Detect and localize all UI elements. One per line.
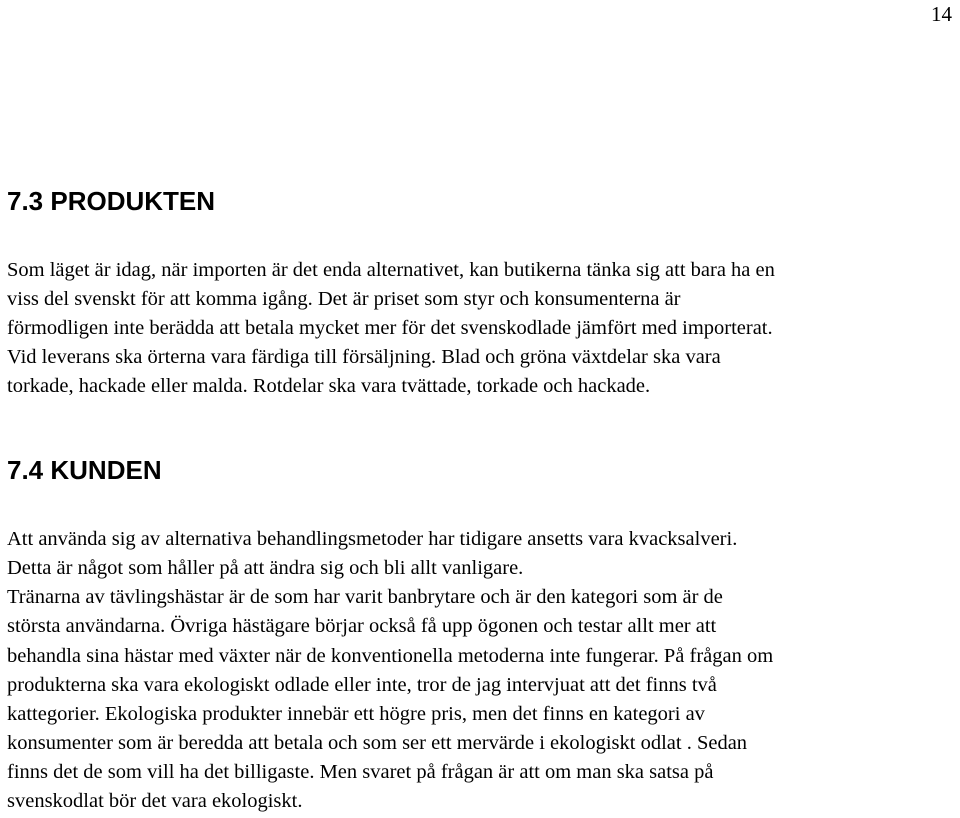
kunden-line-2: Detta är något som håller på att ändra sig och bli allt vanligare. xyxy=(7,557,524,579)
kunden-line-4: största användarna. Övriga hästägare börjar också få upp ögonen och testar allt mer att xyxy=(7,615,717,637)
kunden-line-5: behandla sina hästar med växter när de konventionella metoderna inte fungerar. På frågan om xyxy=(7,645,774,667)
produkten-line-3: förmodligen inte berädda att betala mycket mer för det svenskodlade jämfört med importerat. xyxy=(7,317,773,339)
kunden-line-6: produkterna ska vara ekologiskt odlade eller inte, tror de jag intervjuat att det finns två xyxy=(7,674,717,696)
kunden-line-9: finns det de som vill ha det billigaste. Men svaret på frågan är att om man ska satsa på xyxy=(7,761,714,783)
kunden-line-3: Tränarna av tävlingshästar är de som har varit banbrytare och är den kategori som är de xyxy=(7,586,723,608)
page-number: 14 xyxy=(931,2,952,26)
produkten-line-4: Vid leverans ska örterna vara färdiga till försäljning. Blad och gröna växtdelar ska vara xyxy=(7,346,721,368)
kunden-line-1: Att använda sig av alternativa behandlingsmetoder har tidigare ansetts vara kvacksalveri. xyxy=(7,528,738,550)
kunden-line-8: konsumenter som är beredda att betala och som ser ett mervärde i ekologiskt odlat . Sedan xyxy=(7,732,748,754)
kunden-line-7: kattegorier. Ekologiska produkter innebär ett högre pris, men det finns en kategori av xyxy=(7,703,705,725)
section-heading-kunden: 7.4 KUNDEN xyxy=(7,455,162,485)
kunden-line-10: svenskodlat bör det vara ekologiskt. xyxy=(7,790,303,812)
produkten-line-1: Som läget är idag, när importen är det enda alternativet, kan butikerna tänka sig att bara ha en xyxy=(7,259,775,281)
produkten-line-5: torkade, hackade eller malda. Rotdelar ska vara tvättade, torkade och hackade. xyxy=(7,375,651,397)
produkten-line-2: viss del svenskt för att komma igång. Det är priset som styr och konsumenterna är xyxy=(7,288,681,310)
section-heading-produkten: 7.3 PRODUKTEN xyxy=(7,186,216,216)
